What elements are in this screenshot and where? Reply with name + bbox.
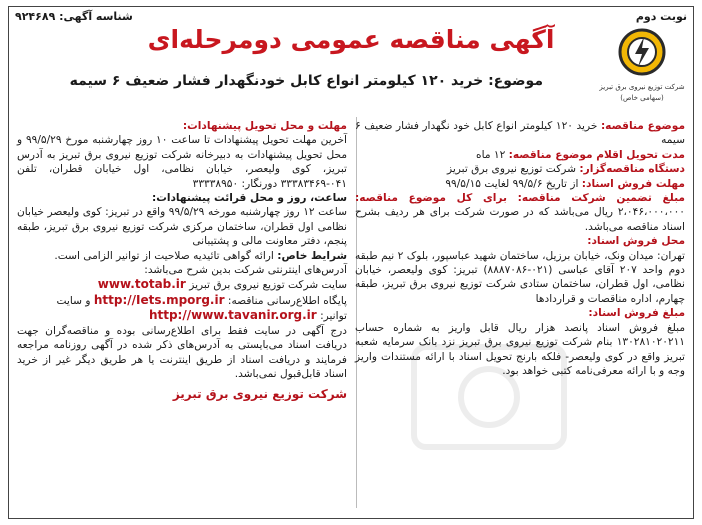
site2-suffix: و سایت bbox=[56, 294, 91, 307]
note-text: درج آگهی در سایت فقط برای اطلاع‌رسانی بوده و مناقصه‌گران جهت دریافت اسناد می‌بایستی به آدرس‌های ذکر شده در آگهی روزنامه مراجعه فرمایند و دریافت اسناد از طریق اینترنت یا هر طریق دیگر غیر از خرید اسناد قابل‌قبول نمی‌باشد. bbox=[17, 324, 347, 380]
site3-link[interactable]: http://www.tavanir.org.ir bbox=[148, 308, 317, 323]
header-bar bbox=[15, 10, 687, 26]
sale-amount-label: مبلغ فروش اسناد: bbox=[588, 307, 685, 320]
round-label: نوبت دوم bbox=[635, 10, 687, 23]
subject-label: موضوع مناقصه: bbox=[600, 120, 685, 132]
special-conditions-text: ارائه گواهی تائیدیه صلاحیت از توانیر الزامی است. bbox=[54, 249, 274, 262]
left-column bbox=[17, 119, 347, 402]
duration-label: مدت تحویل اقلام موضوع مناقصه: bbox=[508, 148, 685, 161]
logo-caption-sub: (سهامی خاص) bbox=[620, 94, 664, 102]
tender-advertisement bbox=[8, 6, 694, 519]
sale-amount-text: مبلغ فروش اسناد پانصد هزار ریال قابل واریز به شماره حساب ۱۳۰۲۸۱۰۲۰۲۱۱ بنام شرکت توزیع نیروی برق تبریز نزد بانک سرمایه شعبه تبریز واقع در کوی ولیعصر- فلکه بارنج تحویل اسناد با ارائه مستندات واریز وجه و با ارائه معرفی‌نامه کتبی خواهد بود. bbox=[355, 321, 685, 377]
guarantee-label: مبلغ تضمین شرکت مناقصه: برای کل موضوع مناقصه: bbox=[355, 192, 685, 205]
site1-label: سایت شرکت توزیع نیروی برق تبریز bbox=[189, 279, 347, 292]
site2-label: پایگاه اطلاع‌رسانی مناقصه: bbox=[227, 294, 347, 307]
site3-label: توانیر: bbox=[320, 310, 347, 323]
company-logo bbox=[599, 27, 685, 115]
power-company-logo-icon bbox=[617, 27, 667, 77]
right-column bbox=[355, 119, 685, 378]
duration-text: ۱۲ ماه bbox=[476, 148, 506, 161]
opening-label: ساعت، روز و محل قرائت پیشنهادات: bbox=[151, 192, 347, 205]
sale-deadline-label: مهلت فروش اسناد: bbox=[581, 177, 685, 190]
sale-place-text: تهران: میدان ونک، خیابان برزیل، ساختمان شهید عباسپور، بلوک ۲ نیم طبقه دوم واحد ۲۰۷ آقای عباسی (۰۲۱-۸۸۸۷۰۸۶) تبریز: کوی ولیعصر، خیابان نظامی، اول قطران، ساختمان ستادی شرکت توزیع نیروی برق تبریز، طبقه چهارم، اداره مناقصات و قراردادها bbox=[355, 249, 686, 305]
sale-place-label: محل فروش اسناد: bbox=[587, 235, 685, 248]
sale-deadline-text: از تاریخ ۹۹/۵/۶ لغایت ۹۹/۵/۱۵ bbox=[445, 177, 579, 190]
addresses-intro: آدرس‌های اینترنتی شرکت بدین شرح می‌باشد: bbox=[144, 264, 347, 277]
organizer-label: دستگاه مناقصه‌گزار: bbox=[579, 163, 685, 176]
organizer-text: شرکت توزیع نیروی برق تبریز bbox=[447, 163, 576, 176]
ad-number: شناسه آگهی: ۹۲۴۶۸۹ bbox=[15, 10, 133, 23]
opening-text: ساعت ۱۲ روز چهارشنبه مورخه ۹۹/۵/۲۹ واقع در تبریز: کوی ولیعصر خیابان نظامی اول قطران، ساختمان مرکزی شرکت توزیع نیروی برق تبریز، طبقه پنجم، دفتر معاونت مالی و پشتیبانی bbox=[17, 206, 348, 248]
logo-caption: شرکت توزیع نیروی برق تبریز bbox=[599, 83, 685, 91]
deadline-label: مهلت و محل تحویل پیشنهادات: bbox=[182, 120, 347, 132]
deadline-text: آخرین مهلت تحویل پیشنهادات تا ساعت ۱۰ روز چهارشنبه مورخ ۹۹/۵/۲۹ و محل تحویل پیشنهادات به دبیرخانه شرکت توزیع نیروی برق تبریز به آدرس تبریز، کوی ولیعصر، خیابان نظامی، اول خیابان قطران، تلفن ۰۴۱-۳۳۳۸۳۴۶۹ دورنگار: ۳۳۳۳۸۹۵۰ bbox=[17, 134, 348, 190]
special-conditions-label: شرایط خاص: bbox=[277, 249, 347, 262]
signature: شرکت توزیع نیروی برق تبریز bbox=[172, 387, 347, 402]
subject-line: موضوع: خرید ۱۲۰ کیلومتر انواع کابل خودنگهدار فشار ضعیف ۶ سیمه bbox=[69, 73, 543, 89]
subject-text: خرید ۱۲۰ کیلومتر انواع کابل خود نگهدار فشار ضعیف ۶ سیمه bbox=[355, 120, 685, 147]
page-title: آگهی مناقصه عمومی دومرحله‌ای bbox=[147, 25, 555, 54]
guarantee-text: ۲،۰۴۶،۰۰۰،۰۰۰ ریال می‌باشد که در صورت شرکت برای هر ردیف بشرح اسناد مناقصه می‌باشد. bbox=[355, 206, 685, 233]
site1-link[interactable]: www.totab.ir bbox=[97, 277, 186, 292]
site2-link[interactable]: http://Iets.mporg.ir bbox=[93, 292, 225, 307]
